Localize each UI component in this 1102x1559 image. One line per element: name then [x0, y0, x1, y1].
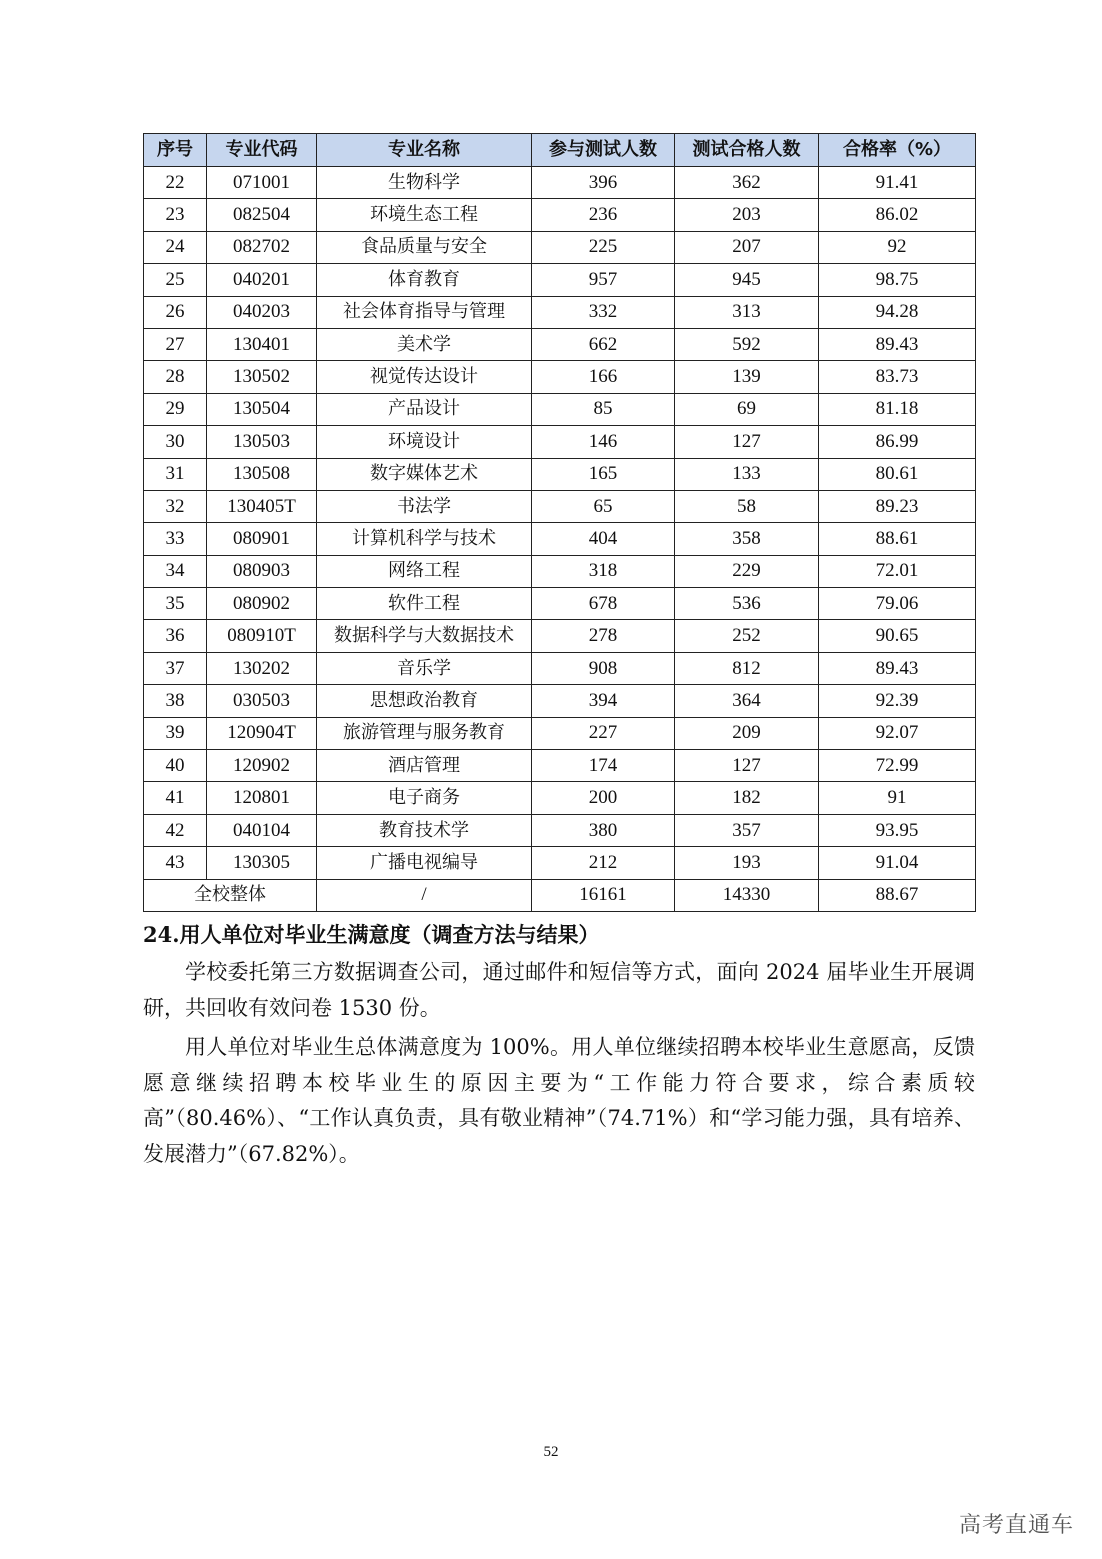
cell-participants: 166: [532, 361, 675, 393]
cell-index: 43: [144, 847, 207, 879]
cell-name: 计算机科学与技术: [317, 523, 532, 555]
cell-code: 130202: [207, 652, 317, 684]
cell-participants: 380: [532, 814, 675, 846]
cell-participants: 85: [532, 393, 675, 425]
cell-passed: 127: [675, 750, 819, 782]
cell-rate: 94.28: [819, 296, 976, 328]
cell-rate: 83.73: [819, 361, 976, 393]
cell-passed: 203: [675, 199, 819, 231]
cell-index: 37: [144, 652, 207, 684]
cell-rate: 86.02: [819, 199, 976, 231]
cell-index: 41: [144, 782, 207, 814]
cell-code: 080903: [207, 555, 317, 587]
table-row: [144, 685, 976, 717]
table-row: [144, 426, 976, 458]
watermark: 高考直通车: [958, 1513, 1074, 1538]
table-row: [144, 620, 976, 652]
table-row: [144, 523, 976, 555]
cell-index: 34: [144, 555, 207, 587]
table-row: [144, 393, 976, 425]
cell-code: 082702: [207, 231, 317, 263]
cell-name: 思想政治教育: [317, 685, 532, 717]
total-label: 全校整体: [144, 879, 317, 911]
cell-rate: 80.61: [819, 458, 976, 490]
cell-rate: 89.23: [819, 490, 976, 522]
cell-passed: 313: [675, 296, 819, 328]
cell-name: 数据科学与大数据技术: [317, 620, 532, 652]
table-row: [144, 555, 976, 587]
table-row: [144, 717, 976, 749]
cell-code: 040201: [207, 264, 317, 296]
cell-participants: 200: [532, 782, 675, 814]
cell-rate: 91.41: [819, 167, 976, 199]
cell-name: 食品质量与安全: [317, 231, 532, 263]
cell-name: 音乐学: [317, 652, 532, 684]
cell-participants: 225: [532, 231, 675, 263]
table-row: [144, 652, 976, 684]
cell-rate: 90.65: [819, 620, 976, 652]
cell-code: 071001: [207, 167, 317, 199]
table-header: [144, 134, 976, 167]
cell-index: 32: [144, 490, 207, 522]
cell-passed: 536: [675, 588, 819, 620]
table-row: [144, 750, 976, 782]
cell-name: 教育技术学: [317, 814, 532, 846]
cell-index: 25: [144, 264, 207, 296]
cell-code: 130508: [207, 458, 317, 490]
cell-rate: 91.04: [819, 847, 976, 879]
total-row: [144, 879, 976, 911]
cell-participants: 662: [532, 328, 675, 360]
cell-rate: 79.06: [819, 588, 976, 620]
cell-rate: 81.18: [819, 393, 976, 425]
cell-name: 书法学: [317, 490, 532, 522]
cell-participants: 332: [532, 296, 675, 328]
cell-passed: 229: [675, 555, 819, 587]
cell-index: 28: [144, 361, 207, 393]
cell-participants: 678: [532, 588, 675, 620]
cell-rate: 89.43: [819, 328, 976, 360]
cell-code: 080901: [207, 523, 317, 555]
cell-rate: 93.95: [819, 814, 976, 846]
cell-code: 120902: [207, 750, 317, 782]
header-index: 序号: [144, 134, 207, 167]
cell-name: 生物科学: [317, 167, 532, 199]
cell-participants: 212: [532, 847, 675, 879]
table-body: [144, 167, 976, 880]
section-heading: 24.用人单位对毕业生满意度（调查方法与结果）: [143, 922, 600, 947]
cell-rate: 88.61: [819, 523, 976, 555]
cell-code: 030503: [207, 685, 317, 717]
cell-participants: 278: [532, 620, 675, 652]
cell-code: 130401: [207, 328, 317, 360]
cell-code: 080910T: [207, 620, 317, 652]
header-participants: 参与测试人数: [532, 134, 675, 167]
cell-index: 38: [144, 685, 207, 717]
cell-rate: 98.75: [819, 264, 976, 296]
cell-passed: 127: [675, 426, 819, 458]
cell-index: 24: [144, 231, 207, 263]
cell-name: 软件工程: [317, 588, 532, 620]
cell-name: 环境设计: [317, 426, 532, 458]
cell-rate: 92.07: [819, 717, 976, 749]
cell-passed: 58: [675, 490, 819, 522]
cell-participants: 908: [532, 652, 675, 684]
cell-name: 广播电视编导: [317, 847, 532, 879]
table-row: [144, 782, 976, 814]
table-row: [144, 231, 976, 263]
cell-name: 环境生态工程: [317, 199, 532, 231]
cell-code: 130405T: [207, 490, 317, 522]
total-name: /: [317, 879, 532, 911]
cell-name: 视觉传达设计: [317, 361, 532, 393]
cell-participants: 236: [532, 199, 675, 231]
cell-index: 31: [144, 458, 207, 490]
cell-index: 39: [144, 717, 207, 749]
cell-index: 40: [144, 750, 207, 782]
table-row: [144, 167, 976, 199]
cell-rate: 89.43: [819, 652, 976, 684]
cell-index: 26: [144, 296, 207, 328]
cell-passed: 193: [675, 847, 819, 879]
cell-passed: 364: [675, 685, 819, 717]
results-table: [143, 133, 976, 912]
cell-name: 产品设计: [317, 393, 532, 425]
table-row: [144, 296, 976, 328]
cell-passed: 133: [675, 458, 819, 490]
cell-passed: 358: [675, 523, 819, 555]
cell-code: 130305: [207, 847, 317, 879]
cell-index: 30: [144, 426, 207, 458]
cell-code: 120801: [207, 782, 317, 814]
total-rate: 88.67: [819, 879, 976, 911]
cell-participants: 65: [532, 490, 675, 522]
table-row: [144, 814, 976, 846]
cell-code: 120904T: [207, 717, 317, 749]
cell-rate: 86.99: [819, 426, 976, 458]
cell-name: 旅游管理与服务教育: [317, 717, 532, 749]
cell-passed: 209: [675, 717, 819, 749]
cell-rate: 91: [819, 782, 976, 814]
paragraph-survey-method: 学校委托第三方数据调查公司，通过邮件和短信等方式，面向 2024 届毕业生开展调研，共回收有效问卷 1530 份。: [143, 960, 975, 1020]
table-row: [144, 264, 976, 296]
cell-rate: 72.01: [819, 555, 976, 587]
cell-passed: 139: [675, 361, 819, 393]
total-participants: 16161: [532, 879, 675, 911]
cell-passed: 182: [675, 782, 819, 814]
cell-participants: 394: [532, 685, 675, 717]
cell-participants: 396: [532, 167, 675, 199]
cell-code: 080902: [207, 588, 317, 620]
cell-code: 040104: [207, 814, 317, 846]
cell-index: 33: [144, 523, 207, 555]
cell-passed: 69: [675, 393, 819, 425]
cell-passed: 207: [675, 231, 819, 263]
cell-rate: 92: [819, 231, 976, 263]
paragraph-survey-results: 用人单位对毕业生总体满意度为 100%。用人单位继续招聘本校毕业生意愿高，反馈愿意继续招聘本校毕业生的原因主要为“工作能力符合要求，综合素质较高”（80.46%）、“工作认真负责，具有敬业精神”（74.71%）和“学习能力强，具有培养、发展潜力”（67.82%）。: [143, 1035, 975, 1166]
cell-passed: 252: [675, 620, 819, 652]
cell-index: 23: [144, 199, 207, 231]
cell-rate: 92.39: [819, 685, 976, 717]
table-row: [144, 490, 976, 522]
cell-participants: 146: [532, 426, 675, 458]
header-rate: 合格率（%）: [819, 134, 976, 167]
table-row: [144, 458, 976, 490]
cell-participants: 318: [532, 555, 675, 587]
cell-participants: 404: [532, 523, 675, 555]
cell-passed: 357: [675, 814, 819, 846]
page-number: 52: [543, 1444, 559, 1460]
cell-index: 29: [144, 393, 207, 425]
cell-passed: 592: [675, 328, 819, 360]
table-row: [144, 328, 976, 360]
cell-index: 27: [144, 328, 207, 360]
table-row: [144, 361, 976, 393]
header-passed: 测试合格人数: [675, 134, 819, 167]
table-row: [144, 588, 976, 620]
cell-name: 体育教育: [317, 264, 532, 296]
cell-name: 电子商务: [317, 782, 532, 814]
cell-index: 35: [144, 588, 207, 620]
cell-passed: 945: [675, 264, 819, 296]
cell-participants: 957: [532, 264, 675, 296]
cell-participants: 227: [532, 717, 675, 749]
cell-code: 040203: [207, 296, 317, 328]
cell-name: 网络工程: [317, 555, 532, 587]
cell-passed: 812: [675, 652, 819, 684]
cell-code: 082504: [207, 199, 317, 231]
cell-index: 36: [144, 620, 207, 652]
cell-code: 130503: [207, 426, 317, 458]
header-code: 专业代码: [207, 134, 317, 167]
cell-index: 22: [144, 167, 207, 199]
cell-name: 酒店管理: [317, 750, 532, 782]
header-name: 专业名称: [317, 134, 532, 167]
cell-participants: 165: [532, 458, 675, 490]
cell-code: 130504: [207, 393, 317, 425]
cell-code: 130502: [207, 361, 317, 393]
cell-participants: 174: [532, 750, 675, 782]
cell-name: 数字媒体艺术: [317, 458, 532, 490]
cell-rate: 72.99: [819, 750, 976, 782]
cell-name: 社会体育指导与管理: [317, 296, 532, 328]
cell-index: 42: [144, 814, 207, 846]
cell-name: 美术学: [317, 328, 532, 360]
table-row: [144, 847, 976, 879]
total-passed: 14330: [675, 879, 819, 911]
table-row: [144, 199, 976, 231]
cell-passed: 362: [675, 167, 819, 199]
